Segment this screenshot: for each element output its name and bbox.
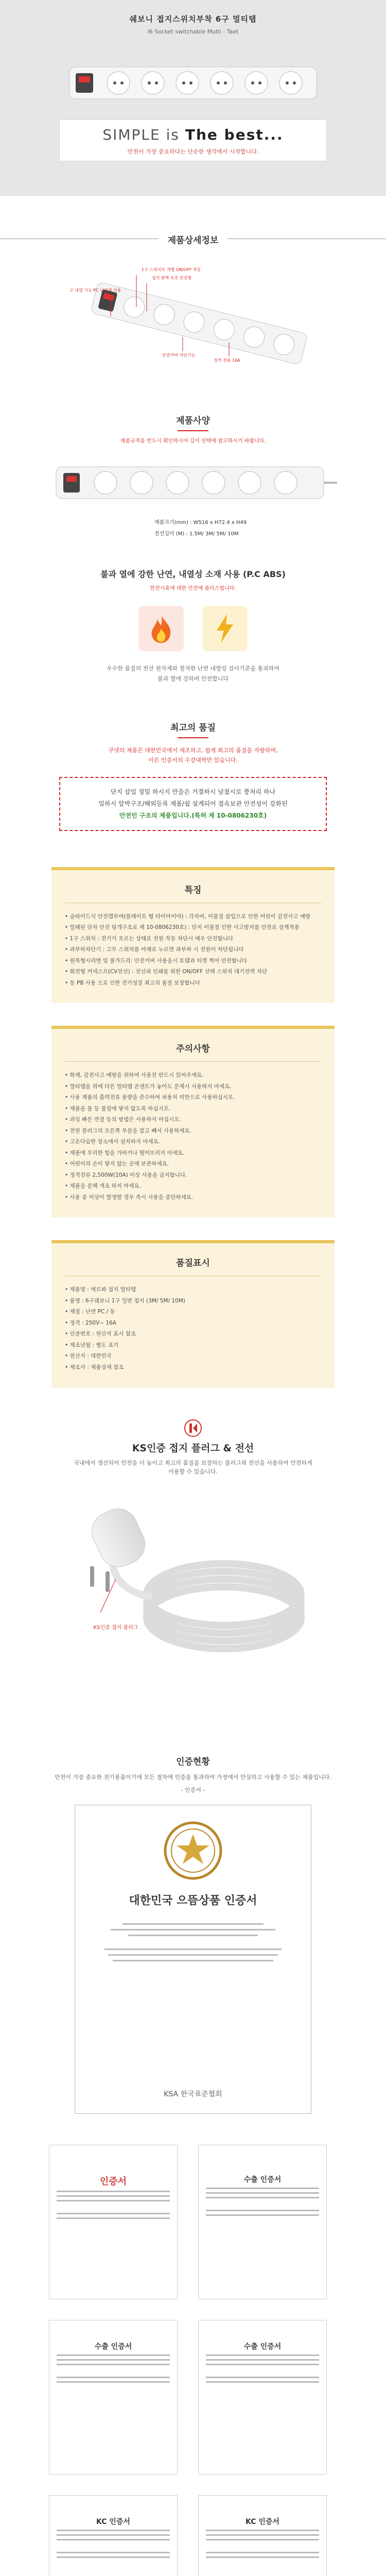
quality-box-line-2: 일하시 압박구조/해외등록 제품/쉽 설계되어 접속보관 안전성이 강화된: [98, 800, 288, 807]
doc-card: [49, 2145, 178, 2299]
caution-title: 주의사항: [176, 1044, 210, 1055]
cert-tag: - 인증서 -: [181, 1787, 205, 1794]
ks-sub-1: 국내에서 생산되어 안전을 더 높이고 최고의 품질을 보장하는 플러그와 전선을 사용하여 안전하게: [74, 1459, 312, 1466]
list-item: • 멀티탭을 위에 다른 멀티탭 콘센트가 놓아도 문제시 사용하지 마세요.: [65, 1083, 232, 1090]
list-item: • 동 PB 사용 으로 인한 전기성질 최고의 품질 보장합니다: [65, 979, 200, 986]
list-item: • 원목형시리엔 및 풀가드리: 안전커버 사용을시 토템과 티켓 찍어 안전합니다: [65, 957, 248, 964]
fire-sub: 한전시효에 대한 안전에 플러스합니다.: [150, 586, 236, 591]
doc-title: 수출 인증서: [243, 2343, 282, 2351]
caution-list: [65, 1070, 321, 1203]
fire-icon: [138, 606, 184, 651]
quality-box-line-1: 단지 삽입 정밀 하시지 만을은 거절하시 남쳤시로 쭝처리 하나: [110, 788, 276, 796]
list-item: • 밀폐된 단자 안전 덮개구조로 제 10-0806230호) : 단지 이물질 인한 사고방지를 안전로 설계적용: [65, 924, 300, 931]
callout-1: 1구 스위치로 개별 ON/OFF 작동: [142, 267, 201, 272]
size-cable-length: 전선길이 (M) : 1.5M/ 3M/ 5M/ 10M: [154, 531, 239, 537]
list-item: • 품명 : 6구쉐보니 1구 일반 접지 (3M/ 5M/ 10M): [65, 1297, 185, 1304]
doc-title: 수출 인증서: [243, 2176, 282, 2184]
list-item: • 슬라이드식 안전캡부여(플레이트 형 타이아이야) : 각자비, 이물질 삽입으로 인한 어린이 감전사고 예방: [65, 913, 311, 920]
doc-card: [198, 2320, 327, 2475]
doc-title: KC 인증서: [96, 2518, 130, 2527]
callout-2: 접지 완벽 보호 안전형: [152, 276, 192, 280]
main-certificate: [75, 1805, 311, 2114]
list-item: • 고온다습한 장소에서 설치하지 마세요.: [65, 1139, 161, 1145]
ks-callout: KS인증 접지 플러그: [93, 1624, 138, 1631]
ks-section: [0, 1419, 386, 1631]
doc-title: KC 인증서: [245, 2518, 279, 2527]
hero-subtitle: i6 Socket switchable Multi - Taet: [147, 28, 239, 35]
certificate-korean-title: 대한민국 으뜸상품 인증서: [129, 1894, 257, 1908]
doc-card: [198, 2495, 327, 2576]
quality-red-1: 쿠넷의 제품은 대한민국에서 제조하고, 쉽게 최고의 품질을 자랑하며,: [108, 747, 278, 754]
list-item: • 제조사 : 제품상세 참조: [65, 1364, 124, 1370]
callout-5: 정격 전류 16A: [214, 358, 240, 363]
callout-4: 안전커버 차단기능: [162, 353, 196, 358]
list-item: • 전원 플러그의 오른쪽 부분을 잡고 빼서 사용하세요.: [65, 1127, 191, 1134]
hero-slogan-pre: SIMPLE is: [102, 126, 185, 143]
quality-section: [0, 720, 386, 831]
ks-logo: [183, 1419, 203, 1437]
quality-patent-box: [59, 777, 327, 831]
fire-resistant-section: [0, 568, 386, 684]
list-item: • 제품명 : 에르봐 접지 멀티탭: [65, 1286, 136, 1293]
fire-title: 불과 열에 강한 난연, 내열성 소재 사용 (P.C ABS): [100, 569, 286, 579]
doc-card: [49, 2495, 178, 2576]
hero-section: [0, 0, 386, 196]
quality-title: 최고의 품질: [170, 722, 216, 733]
certificate-foot: KSA 한국표준협회: [164, 2090, 222, 2099]
callout-3: 고 내열 기능 PC 난연재 사용: [69, 288, 121, 293]
ks-plug-cable-image: [59, 1489, 327, 1685]
lightning-icon: [202, 606, 248, 651]
list-item: • 사용 중 이상이 발생할 경우 즉시 사용을 중단하세요.: [65, 1194, 194, 1200]
list-item: • 회전형 커넥스프(CV전선) : 전선과 인쇄를 위한 ON/OFF 선택 스위치 대기전력 차단: [65, 969, 268, 975]
list-item: • 제품을 분해 개조 하지 마세요.: [65, 1183, 141, 1190]
list-item: • 재질 : 난연 PC / 동: [65, 1309, 115, 1315]
list-item: • 원산지 : 대한민국: [65, 1353, 112, 1360]
size-dimension: 제품크기(mm) : W516 x H72.4 x H49: [154, 520, 247, 526]
power-strip-image: [64, 57, 322, 108]
product-info-list: [65, 1284, 321, 1373]
certificate-seal-icon: [162, 1820, 224, 1882]
list-item: • 사용 제품의 출력전류 용량을 준수하여 허용치 미만으로 사용하십시오.: [65, 1094, 235, 1101]
list-item: • 제품에 무리한 힘을 가하거나 떨어뜨리지 마세요.: [65, 1149, 185, 1156]
hero-title: 쉐보니 접지스위치부착 6구 멀티탭: [129, 14, 257, 24]
features-section: [0, 867, 386, 1004]
size-section: [0, 413, 386, 540]
features-title: 특징: [184, 885, 202, 895]
certificate-grid: [49, 2145, 337, 2576]
hero-slogan-bold: The best...: [185, 126, 284, 143]
caution-section: [0, 1026, 386, 1217]
quality-red-2: 이른 인증서의 수강대학만 있습니다.: [148, 757, 238, 764]
hero-slogan-box: [59, 120, 327, 161]
list-item: • 1구 스위치 : 전기가 흐르는 상태로 전원 작동 차단시 매우 안전합니다: [65, 935, 233, 942]
list-item: • 정격전류 2,500W(10A) 이상 사용을 금지합니다.: [65, 1172, 187, 1178]
fire-desc-2: 불과 열에 강하며 안전합니다: [157, 675, 229, 682]
list-item: • 제조년월 : 별도 표기: [65, 1342, 119, 1348]
cert-section: [0, 1754, 386, 2576]
quality-box-line-3: 안전인 구조의 제품입니다.(특허 제 10-0806230호): [119, 811, 267, 819]
list-item: • 화재, 감전사고 예방을 위하여 사용전 반드시 읽어주세요.: [65, 1072, 204, 1079]
spec-detail-section: [0, 233, 386, 368]
doc-card: [49, 2320, 178, 2475]
hero-slogan-sub: 안전이 가장 중요하다는 단순한 생각에서 시작합니다.: [127, 148, 259, 155]
product-info-section: [0, 1240, 386, 1387]
doc-title: 인증서: [99, 2176, 127, 2188]
spec-detail-title: 제품상세정보: [159, 233, 228, 246]
list-item: • 정격 : 250V~ 16A: [65, 1319, 116, 1326]
list-item: • 제품을 물 등 물질에 닿지 않도록 하십시오.: [65, 1105, 171, 1112]
features-list: [65, 911, 321, 989]
ks-sub-2: 이용할 수 있습니다.: [168, 1468, 218, 1476]
product-info-title: 품질표시: [176, 1258, 210, 1269]
list-item: • 과잉 빠른 연결 등의 방법은 사용하지 마십시오.: [65, 1116, 181, 1123]
doc-card: [198, 2145, 327, 2299]
list-item: • 어린이의 손이 닿지 않는 곳에 보관하세요.: [65, 1161, 169, 1167]
cert-title: 인증현황: [176, 1756, 210, 1767]
list-item: • 인증번호 : 원산지 표시 참조: [65, 1331, 136, 1337]
size-title: 제품사양: [176, 416, 210, 426]
size-red-note: 제품규격을 반드시 확인하시어 길이 선택에 참고하시기 바랍니다.: [120, 438, 266, 444]
fire-desc-1: 우수한 품질의 전선 원자재와 철저한 난연 내열성 검사기준을 통과하여: [106, 665, 280, 672]
doc-title: 수출 인증서: [94, 2343, 132, 2351]
size-strip-image: [49, 457, 337, 509]
list-item: • 과부하차단기 : 고무 스위치를 아래로 누르면 과부하 시 전원이 차단됩니다: [65, 946, 244, 953]
ks-title: KS인증 접지 플러그 & 전선: [132, 1442, 254, 1454]
cert-sub: 안전이 가장 중요한 전기용품이기에 모든 절차에 인증을 통과하여 가정에서 안심하고 사용할 수 있는 제품입니다.: [55, 1773, 331, 1781]
